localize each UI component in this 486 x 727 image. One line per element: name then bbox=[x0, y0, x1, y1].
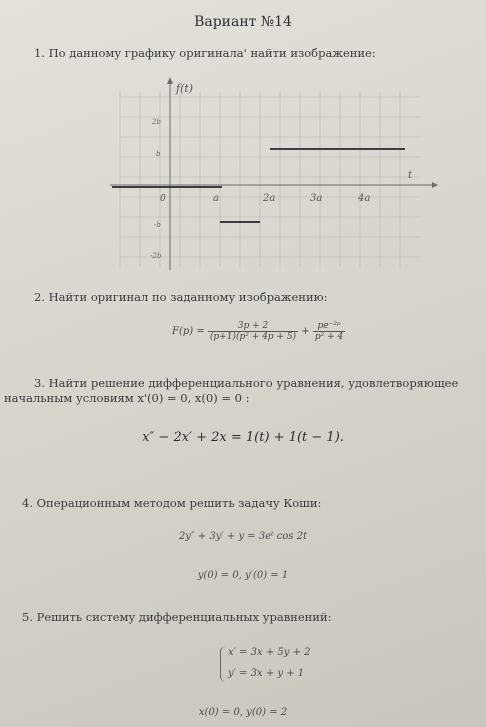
task3-equation: x″ − 2x′ + 2x = 1(t) + 1(t − 1). bbox=[142, 430, 344, 445]
fraction-2-denominator: p² + 4 bbox=[314, 332, 344, 342]
t-axis-arrow bbox=[432, 182, 438, 188]
f-axis-arrow bbox=[167, 77, 173, 84]
y-tick-2b: 2b bbox=[152, 118, 161, 126]
fraction-1 bbox=[208, 321, 298, 342]
task2-text: 2. Найти оригинал по заданному изображению: bbox=[34, 290, 328, 304]
fraction-1-numerator: 3p + 2 bbox=[208, 321, 298, 332]
graph-grid bbox=[120, 92, 420, 267]
formula-lhs: F(p) = bbox=[172, 326, 205, 337]
task4-equation: 2y″ + 3y′ + y = 3eᵗ cos 2t bbox=[178, 531, 308, 542]
x-tick-2a: 2a bbox=[263, 193, 276, 204]
y-axis-label: f(t) bbox=[176, 82, 194, 95]
y-tick-neg-2b: -2b bbox=[150, 252, 162, 260]
task4-text: 4. Операционным методом решить задачу Коши: bbox=[22, 496, 322, 510]
y-tick-b: b bbox=[156, 150, 161, 158]
y-tick-neg-b: -b bbox=[154, 221, 161, 229]
fraction-2-numerator: pe⁻²ᵖ bbox=[313, 321, 345, 332]
original-graph bbox=[100, 72, 440, 272]
task1-text: 1. По данному графику оригинала' найти изображение: bbox=[34, 46, 376, 60]
task4-conditions: y(0) = 0, y′(0) = 1 bbox=[197, 570, 289, 581]
x-tick-4a: 4a bbox=[358, 193, 371, 204]
fraction-2 bbox=[313, 321, 345, 342]
task5-eq1: x′ = 3x + 5y + 2 bbox=[228, 647, 311, 658]
x-tick-a: a bbox=[213, 193, 219, 204]
task3-text-line2: начальным условиям x'(0) = 0, x(0) = 0 : bbox=[4, 391, 250, 405]
fraction-1-denominator: (p+1)(p² + 4p + 5) bbox=[209, 332, 297, 342]
task5-eq2: y′ = 3x + y + 1 bbox=[228, 668, 305, 679]
t-axis-label: t bbox=[408, 170, 413, 181]
formula-plus: + bbox=[301, 326, 310, 337]
x-tick-0: 0 bbox=[160, 194, 166, 204]
task2-formula bbox=[172, 321, 345, 342]
task3-text-line1: 3. Найти решение дифференциального уравнения, удовлетворяющее bbox=[34, 376, 459, 390]
task5-conditions: x(0) = 0, y(0) = 2 bbox=[198, 707, 288, 718]
x-tick-3a: 3a bbox=[310, 193, 323, 204]
task5-text: 5. Решить систему дифференциальных уравнений: bbox=[22, 610, 332, 624]
system-brace bbox=[220, 646, 227, 682]
page-title: Вариант №14 bbox=[194, 14, 292, 30]
